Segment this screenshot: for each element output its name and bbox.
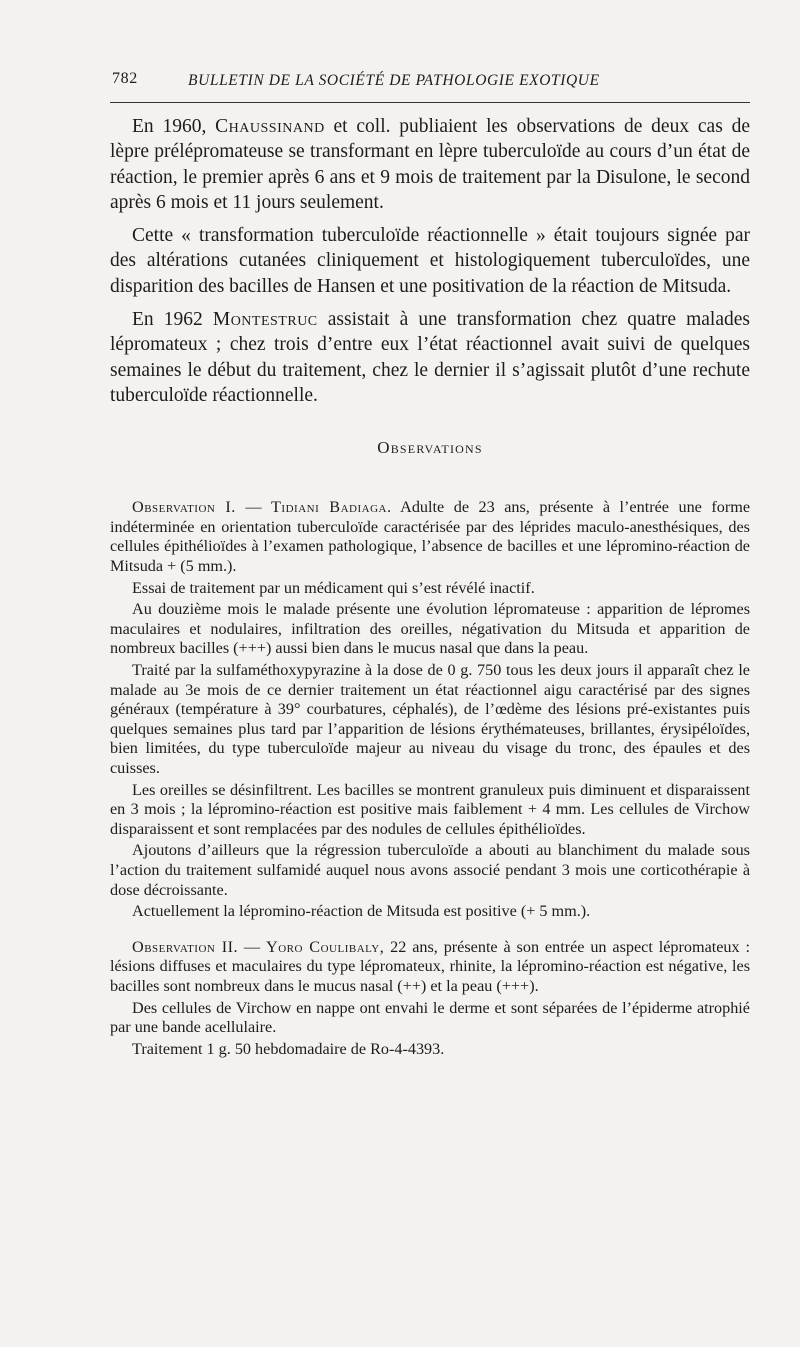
paragraph-2: Cette « transformation tuberculoïde réactionnelle » était toujours signée par des altérations cutanées cliniquement et histologiquement tuberculoïdes, une disparition des bacilles de Hansen et une positivation de la réaction de Mitsuda. <box>110 225 750 297</box>
observations <box>110 498 750 1059</box>
introduction <box>110 114 750 408</box>
observation-1-paragraph: Au douzième mois le malade présente une évolution lépromateuse : apparition de lépromes maculaires et nodulaires, infiltration des oreilles, négativation du Mitsuda et apparition de nombreux bacilles (+++) aussi bien dans le mucus nasal que dans la peau. <box>110 600 750 658</box>
patient-name: Tidiani Badiaga. <box>271 498 392 517</box>
running-title: BULLETIN DE LA SOCIÉTÉ DE PATHOLOGIE EXOTIQUE <box>188 72 600 89</box>
observation-2-text: 22 ans, présente à son entrée un aspect lépromateux : lésions diffuses et maculaires du type lépromateux, rhinite, la lépromino-réaction est négative, les bacilles sont nombreux dans le mucus nasal (++) et la peau (+++). <box>110 937 750 995</box>
paragraph-3 <box>110 307 750 408</box>
paragraph-1 <box>110 114 750 215</box>
observation-2-intro <box>110 938 750 997</box>
patient-name: Yoro Coulibaly, <box>266 937 385 956</box>
observation-1-text: Adulte de 23 ans, présente à l’entrée une forme indéterminée en orientation tuberculoïde caractérisée par des léprides maculo-anesthésiques, des cellules épithélioïdes à l’examen pathologique, l’absence de bacilles et une lépromino-réaction de Mitsuda + (5 mm.). <box>110 498 751 576</box>
p1-text-end: et coll. publiaient les observations de deux cas de lèpre prélépromateuse se transformant en lèpre tuberculoïde au cours d’un état de réaction, le premier après 6 ans et 9 mois de traitement par la Disulone, le second après 6 mois et 11 jours seulement. <box>110 116 750 213</box>
observation-label: Observation I. <box>132 498 236 517</box>
observation-1-paragraph: Ajoutons d’ailleurs que la régression tuberculoïde a abouti au blanchiment du malade sous l’action du traitement sulfamidé auquel nous avons associé pendant 3 mois une corticothérapie à dose décroissante. <box>110 841 750 899</box>
dash: — <box>235 498 272 517</box>
article-body <box>110 114 750 1059</box>
observation-1-paragraph: Traité par la sulfaméthoxypyrazine à la dose de 0 g. 750 tous les deux jours il apparaît chez le malade au 3e mois de ce dernier traitement un état réactionnel aigu caractérisé par des signes généraux (température à 39° courbatures, céphalés), de l’œdème des lésions pré-existantes puis quelques semaines plus tard par l’apparition de lésions érythémateuses, brillantes, érysipéloïdes, bien limitées, du type tuberculoïde majeur au niveau du visage du tronc, des épaules et des cuisses. <box>110 661 750 777</box>
p3-text-start: En 1962 <box>132 309 213 331</box>
observation-1-paragraph: Essai de traitement par un médicament qui s’est révélé inactif. <box>132 578 535 597</box>
p3-text-end: assistait à une transformation chez quatre malades lépromateux ; chez trois d’entre eux l’état réactionnel avait suivi de quelques semaines le début du traitement, chez le dernier il s’agissait plutôt d’une rechute tuberculoïde réactionnelle. <box>110 309 750 406</box>
observation-1-paragraph: Actuellement la lépromino-réaction de Mitsuda est positive (+ 5 mm.). <box>132 902 591 921</box>
author-name: Montestruc <box>212 309 318 331</box>
author-name: Chaussinand <box>215 116 325 137</box>
observation-2-paragraph: Des cellules de Virchow en nappe ont envahi le derme et sont séparées de l’épiderme atrophié par une bande acellulaire. <box>110 998 750 1037</box>
page-number: 782 <box>112 70 138 87</box>
observation-2-paragraph: Traitement 1 g. 50 hebdomadaire de Ro-4-4393. <box>132 1039 445 1058</box>
observation-1-paragraph: Les oreilles se désinfiltrent. Les bacilles se montrent granuleux puis diminuent et disparaissent en 3 mois ; la lépromino-réaction est positive mais faiblement + 4 mm. Les cellules de Virchow disparaissent et sont remplacées par des nodules de cellules épithélioïdes. <box>110 780 750 838</box>
section-title: Observations <box>377 438 483 458</box>
dash: — <box>238 937 266 956</box>
p1-text-start: En 1960, <box>132 116 216 137</box>
observation-label: Observation II. <box>132 937 239 956</box>
observation-1-intro <box>110 498 750 576</box>
header-rule <box>110 102 750 103</box>
